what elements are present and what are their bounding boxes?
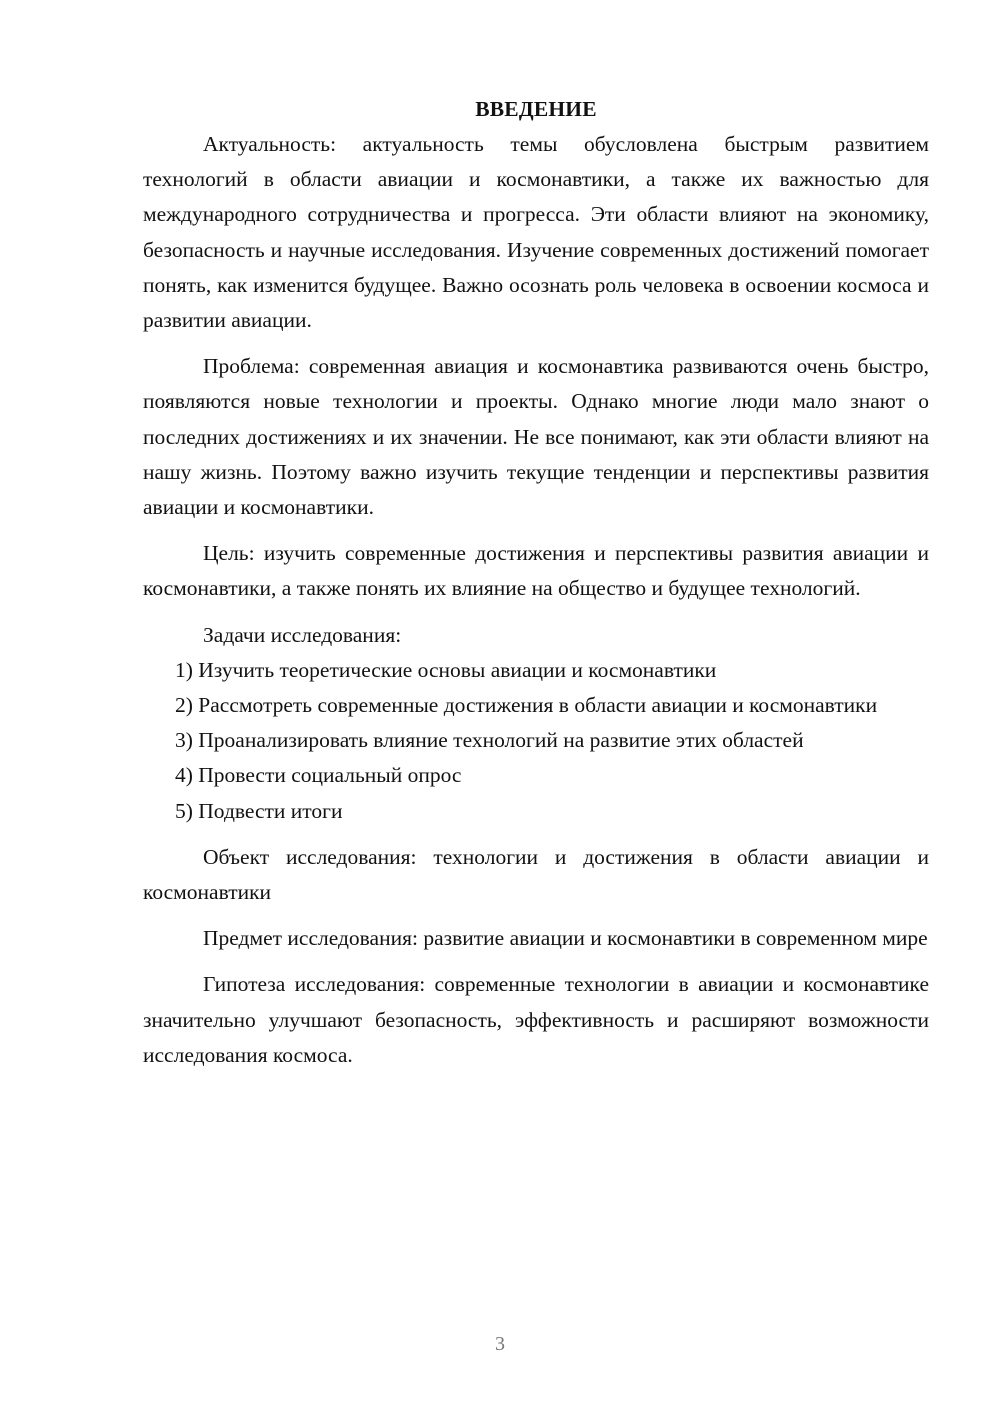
subject-paragraph: Предмет исследования: развитие авиации и космонавтики в современном мире [203,926,928,951]
page-title: ВВЕДЕНИЕ [475,97,597,121]
object-paragraph: Объект исследования: технологии и достижения в области авиации и космонавтики [143,844,929,905]
task-item-1: 1) Изучить теоретические основы авиации и космонавтики [175,657,717,682]
hypothesis-paragraph: Гипотеза исследования: современные технологии в авиации и космонавтике значительно улучшают безопасность, эффективность и расширяют возможности исследования космоса. [143,972,929,1067]
goal-paragraph: Цель: изучить современные достижения и перспективы развития авиации и космонавтики, а также понять их влияние на общество и будущее технологий. [143,541,929,601]
page-number: 3 [495,1333,505,1355]
relevance-paragraph: Актуальность: актуальность темы обусловлена быстрым развитием технологий в области авиации и космонавтики, а также их важностью для международного сотрудничества и прогресса. Эти области влияют на экономику, безопасность и научные исследования. Изучение современных достижений помогает понять, как изменится будущее. Важно осознать роль человека в освоении космоса и развитии авиации. [143,132,929,333]
task-item-5: 5) Подвести итоги [175,798,343,823]
task-item-2: 2) Рассмотреть современные достижения в области авиации и космонавтики [175,693,878,718]
document-page [143,92,929,1073]
task-item-3: 3) Проанализировать влияние технологий на развитие этих областей [175,728,804,753]
problem-paragraph: Проблема: современная авиация и космонавтика развиваются очень быстро, появляются новые технологии и проекты. Однако многие люди мало знают о последних достижениях и их значении. Не все понимают, как эти области влияют на нашу жизнь. Поэтому важно изучить текущие тенденции и перспективы развития авиации и космонавтики. [143,354,929,520]
tasks-heading: Задачи исследования: [203,622,402,647]
task-item-4: 4) Провести социальный опрос [175,763,462,788]
